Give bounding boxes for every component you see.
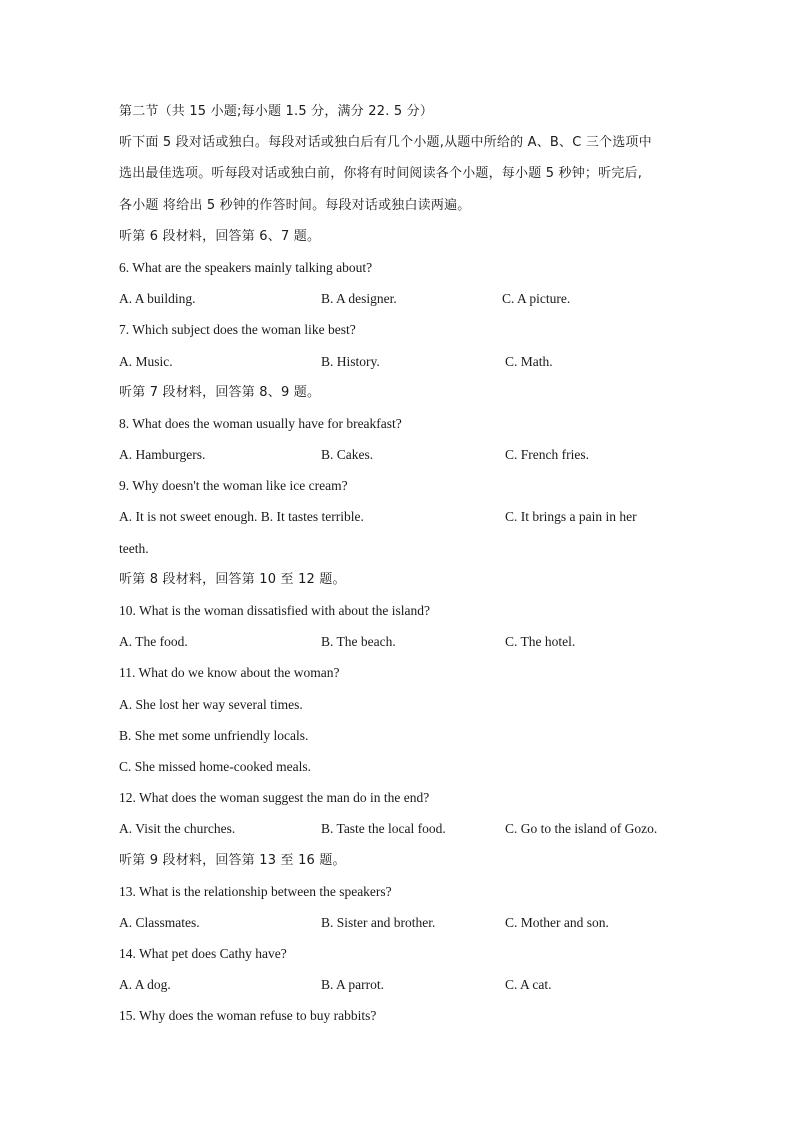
option-a: A. A dog. xyxy=(119,977,171,993)
option-a: A. Visit the churches. xyxy=(119,821,236,837)
option-a: A. Music. xyxy=(119,353,173,369)
option-a-b: A. It is not sweet enough. B. It tastes terrible. xyxy=(119,509,364,525)
question-7-stem: 7. Which subject does the woman like best? xyxy=(119,322,356,338)
question-12-stem: 12. What does the woman suggest the man do in the end? xyxy=(119,790,430,806)
question-13-options xyxy=(119,911,679,942)
exam-page xyxy=(119,100,679,1036)
group-heading-8: 听第 8 段材料，回答第 10 至 12 题。 xyxy=(119,571,346,587)
question-11-stem: 11. What do we know about the woman? xyxy=(119,665,340,681)
option-c: C. A picture. xyxy=(502,291,571,307)
option-b: B. A designer. xyxy=(321,291,397,307)
option-a: A. The food. xyxy=(119,634,188,650)
option-c: C. French fries. xyxy=(505,447,589,463)
question-6-options xyxy=(119,287,679,318)
question-12-options xyxy=(119,817,679,848)
question-9-stem: 9. Why doesn't the woman like ice cream? xyxy=(119,478,348,494)
question-9-option-c-continued: teeth. xyxy=(119,540,149,556)
question-8-options xyxy=(119,443,679,474)
group-heading-9: 听第 9 段材料，回答第 13 至 16 题。 xyxy=(119,852,346,868)
instructions-line-3: 各小题 将给出 5 秒钟的作答时间。每段对话或独白读两遍。 xyxy=(119,197,471,213)
group-heading-6: 听第 6 段材料，回答第 6、7 题。 xyxy=(119,228,321,244)
option-b: B. The beach. xyxy=(321,634,396,650)
option-b: B. A parrot. xyxy=(321,977,384,993)
option-a: A. A building. xyxy=(119,291,196,307)
option-c: C. It brings a pain in her xyxy=(505,509,637,525)
instructions-line-1: 听下面 5 段对话或独白。每段对话或独白后有几个小题,从题中所给的 A、B、C 三个选项中 xyxy=(119,135,652,151)
question-11-option-b: B. She met some unfriendly locals. xyxy=(119,727,309,743)
option-c: C. The hotel. xyxy=(505,634,576,650)
question-11-option-c: C. She missed home-cooked meals. xyxy=(119,758,311,774)
question-10-options xyxy=(119,630,679,661)
section-title: 第二节（共 15 小题;每小题 1.5 分，满分 22. 5 分） xyxy=(119,104,434,119)
option-a: A. Hamburgers. xyxy=(119,447,206,463)
option-b: B. Cakes. xyxy=(321,447,374,463)
question-14-stem: 14. What pet does Cathy have? xyxy=(119,946,287,962)
option-c: C. A cat. xyxy=(505,977,552,993)
question-15-stem: 15. Why does the woman refuse to buy rabbits? xyxy=(119,1008,377,1024)
option-b: B. History. xyxy=(321,353,380,369)
option-b: B. Sister and brother. xyxy=(321,914,436,930)
option-a: A. Classmates. xyxy=(119,914,200,930)
group-heading-7: 听第 7 段材料，回答第 8、9 题。 xyxy=(119,384,321,400)
question-11-option-a: A. She lost her way several times. xyxy=(119,696,303,712)
option-c: C. Math. xyxy=(505,353,553,369)
option-b: B. Taste the local food. xyxy=(321,821,446,837)
question-7-options xyxy=(119,350,679,381)
option-c: C. Mother and son. xyxy=(505,914,609,930)
question-14-options xyxy=(119,973,679,1004)
instructions-line-2: 选出最佳选项。听每段对话或独白前，你将有时间阅读各个小题，每小题 5 秒钟；听完后, xyxy=(119,166,643,182)
question-10-stem: 10. What is the woman dissatisfied with about the island? xyxy=(119,603,430,618)
question-13-stem: 13. What is the relationship between the speakers? xyxy=(119,883,392,899)
question-8-stem: 8. What does the woman usually have for breakfast? xyxy=(119,415,402,431)
question-9-options xyxy=(119,505,679,536)
option-c: C. Go to the island of Gozo. xyxy=(505,821,658,837)
question-6-stem: 6. What are the speakers mainly talking about? xyxy=(119,259,373,275)
